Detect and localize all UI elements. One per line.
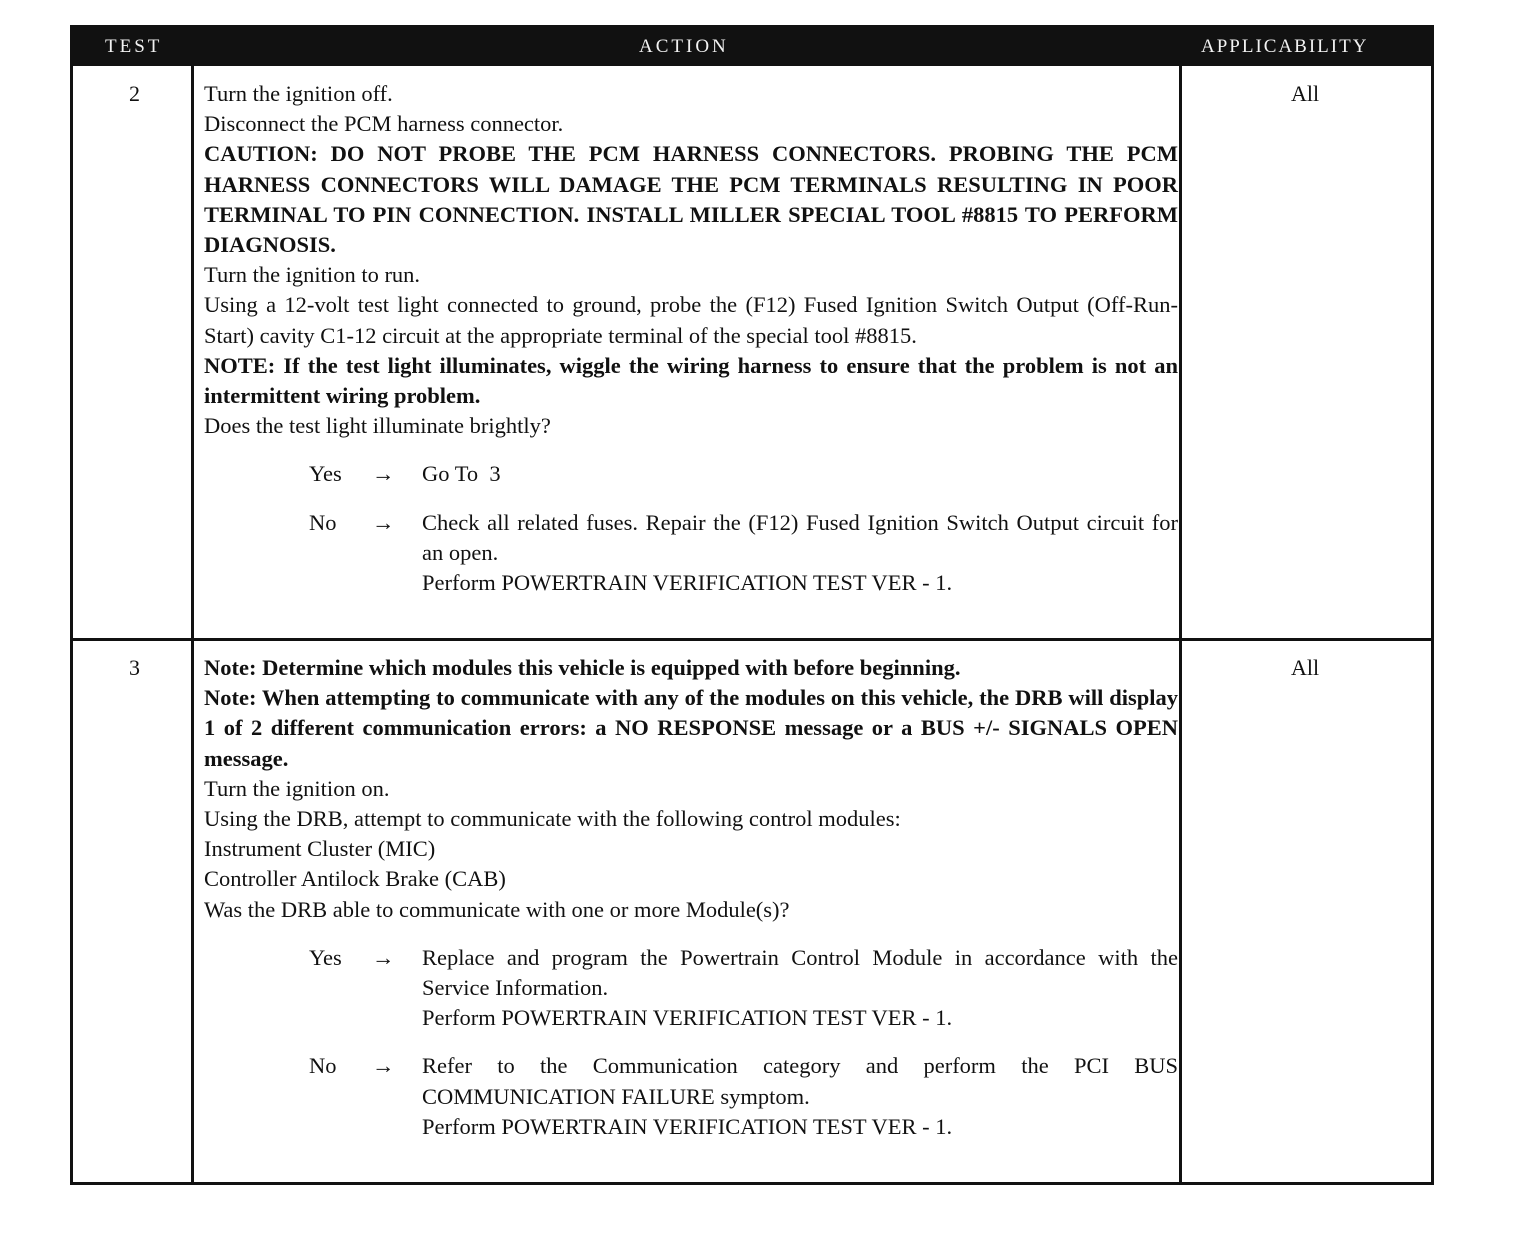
answer-no-label: No <box>309 509 337 535</box>
answer-yes-text: Go To 3 <box>422 461 501 487</box>
answer-yes-label: Yes <box>309 944 342 970</box>
action-line: Instrument Cluster (MIC) <box>204 836 436 862</box>
row-2-test-number: 2 <box>129 81 140 106</box>
question-text: Does the test light illuminate brightly? <box>204 413 551 439</box>
answer-no <box>204 508 1178 599</box>
row-3-test-number: 3 <box>129 655 140 680</box>
answer-no-verification: Perform POWERTRAIN VERIFICATION TEST VER - 1. <box>422 1113 953 1139</box>
note-text: Note: Determine which modules this vehicle is equipped with before beginning. <box>204 655 961 680</box>
answer-no-verification: Perform POWERTRAIN VERIFICATION TEST VER - 1. <box>422 570 953 596</box>
note-text: NOTE: If the test light illuminates, wiggle the wiring harness to ensure that the problem is not an intermittent wiring problem. <box>204 352 1178 409</box>
table-header <box>73 28 1431 66</box>
action-line: Disconnect the PCM harness connector. <box>204 111 564 137</box>
arrow-icon: → <box>372 509 395 535</box>
caution-text: CAUTION: DO NOT PROBE THE PCM HARNESS CONNECTORS. PROBING THE PCM HARNESS CONNECTORS WILL DAMAGE THE PCM TERMINALS RESULTING IN POOR TERMINAL TO PIN CONNECTION. INSTALL MILLER SPECIAL TOOL #8815 TO PERFORM DIAGNOSIS. <box>204 141 1178 258</box>
action-line: Using a 12-volt test light connected to ground, probe the (F12) Fused Ignition Switch Output (Off-Run-Start) cavity C1-12 circuit at the appropriate terminal of the special tool #8815. <box>204 292 1178 348</box>
header-action: ACTION <box>639 36 729 57</box>
header-applicability: APPLICABILITY <box>1201 36 1369 57</box>
action-line: Turn the ignition to run. <box>204 262 421 288</box>
column-divider-applicability <box>1179 66 1182 1182</box>
answer-yes-text: Replace and program the Powertrain Control Module in accordance with the Service Information. <box>422 944 1178 1001</box>
arrow-icon: → <box>372 461 395 487</box>
answer-no-label: No <box>309 1053 337 1079</box>
row-divider <box>73 638 1431 641</box>
arrow-icon: → <box>372 944 395 970</box>
question-text: Was the DRB able to communicate with one or more Module(s)? <box>204 896 790 922</box>
action-line: Using the DRB, attempt to communicate with the following control modules: <box>204 806 901 832</box>
header-test: TEST <box>105 36 163 57</box>
action-line: Turn the ignition off. <box>204 81 393 106</box>
action-line: Turn the ignition on. <box>204 775 390 801</box>
diagnostic-table <box>70 25 1434 1185</box>
column-divider-test <box>191 66 194 1182</box>
answer-yes <box>204 459 1178 489</box>
answer-no <box>204 1051 1178 1142</box>
row-2-action <box>204 79 1178 598</box>
action-line: Controller Antilock Brake (CAB) <box>204 866 506 892</box>
answer-no-text: Refer to the Communication category and perform the PCI BUS COMMUNICATION FAILURE symptom. <box>422 1053 1178 1109</box>
row-3-action <box>204 653 1178 1142</box>
answer-yes-verification: Perform POWERTRAIN VERIFICATION TEST VER - 1. <box>422 1005 953 1031</box>
row-2-applicability: All <box>1291 81 1320 106</box>
note-text: Note: When attempting to communicate with any of the modules on this vehicle, the DRB will display 1 of 2 different communication errors: a NO RESPONSE message or a BUS +/- SIGNALS OPEN message. <box>204 685 1178 771</box>
answer-yes-label: Yes <box>309 461 342 487</box>
answer-no-text: Check all related fuses. Repair the (F12) Fused Ignition Switch Output circuit for an open. <box>422 509 1178 565</box>
answer-yes <box>204 943 1178 1034</box>
arrow-icon: → <box>372 1053 395 1079</box>
row-3-applicability: All <box>1291 655 1320 680</box>
